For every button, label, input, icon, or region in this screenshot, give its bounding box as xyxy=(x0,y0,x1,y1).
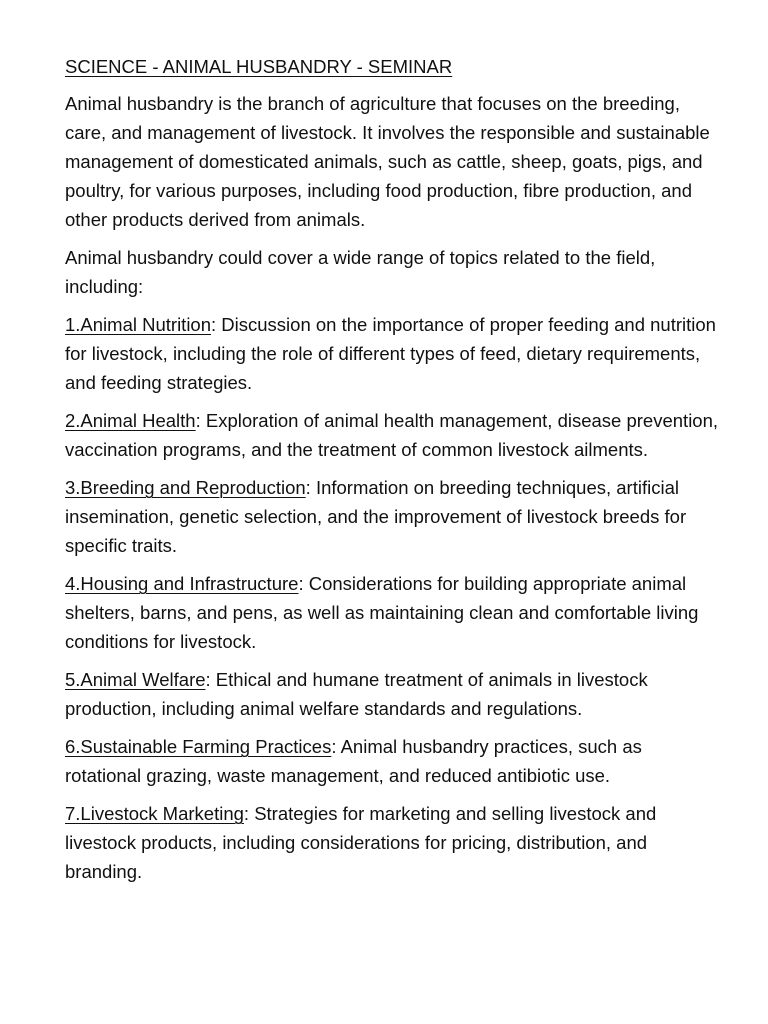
topic-description: : Considerations for building appropriate animal shelters, barns, and pens, as well as maintaining clean and comfortable living conditions for livestock. xyxy=(65,573,699,652)
topic-item-livestock-marketing xyxy=(65,799,720,886)
topic-heading: 6.Sustainable Farming Practices xyxy=(65,736,332,757)
topic-description: : Exploration of animal health management, disease prevention, vaccination programs, and the treatment of common livestock ailments. xyxy=(65,410,719,460)
lead-in-paragraph: Animal husbandry could cover a wide range of topics related to the field, including: xyxy=(65,247,656,297)
topic-item-housing-infrastructure xyxy=(65,569,720,656)
topic-description: : Information on breeding techniques, artificial insemination, genetic selection, and the improvement of livestock breeds for specific traits. xyxy=(65,477,687,556)
topic-item-sustainable-farming xyxy=(65,732,720,790)
topic-description: : Strategies for marketing and selling livestock and livestock products, including considerations for pricing, distribution, and branding. xyxy=(65,803,657,882)
intro-paragraph: Animal husbandry is the branch of agriculture that focuses on the breeding, care, and management of livestock. It involves the responsible and sustainable management of domesticated animals, such as cattle, sheep, goats, pigs, and poultry, for various purposes, including food production, fibre production, and other products derived from animals. xyxy=(65,93,710,230)
topic-heading: 5.Animal Welfare xyxy=(65,669,206,690)
topic-description: : Ethical and humane treatment of animals in livestock production, including animal welfare standards and regulations. xyxy=(65,669,648,719)
topic-item-animal-nutrition xyxy=(65,310,720,397)
topic-item-animal-health xyxy=(65,406,720,464)
topic-item-animal-welfare xyxy=(65,665,720,723)
topic-heading: 4.Housing and Infrastructure xyxy=(65,573,299,594)
topic-heading: 1.Animal Nutrition xyxy=(65,314,212,335)
topic-item-breeding-reproduction xyxy=(65,473,720,560)
topic-heading: 2.Animal Health xyxy=(65,410,196,431)
topic-heading: 7.Livestock Marketing xyxy=(65,803,244,824)
topic-description: : Discussion on the importance of proper feeding and nutrition for livestock, including the role of different types of feed, dietary requirements, and feeding strategies. xyxy=(65,314,716,393)
topic-description: : Animal husbandry practices, such as rotational grazing, waste management, and reduced antibiotic use. xyxy=(65,736,642,786)
document-title: SCIENCE - ANIMAL HUSBANDRY - SEMINAR xyxy=(65,56,453,77)
document-body xyxy=(65,52,720,895)
topic-heading: 3.Breeding and Reproduction xyxy=(65,477,306,498)
